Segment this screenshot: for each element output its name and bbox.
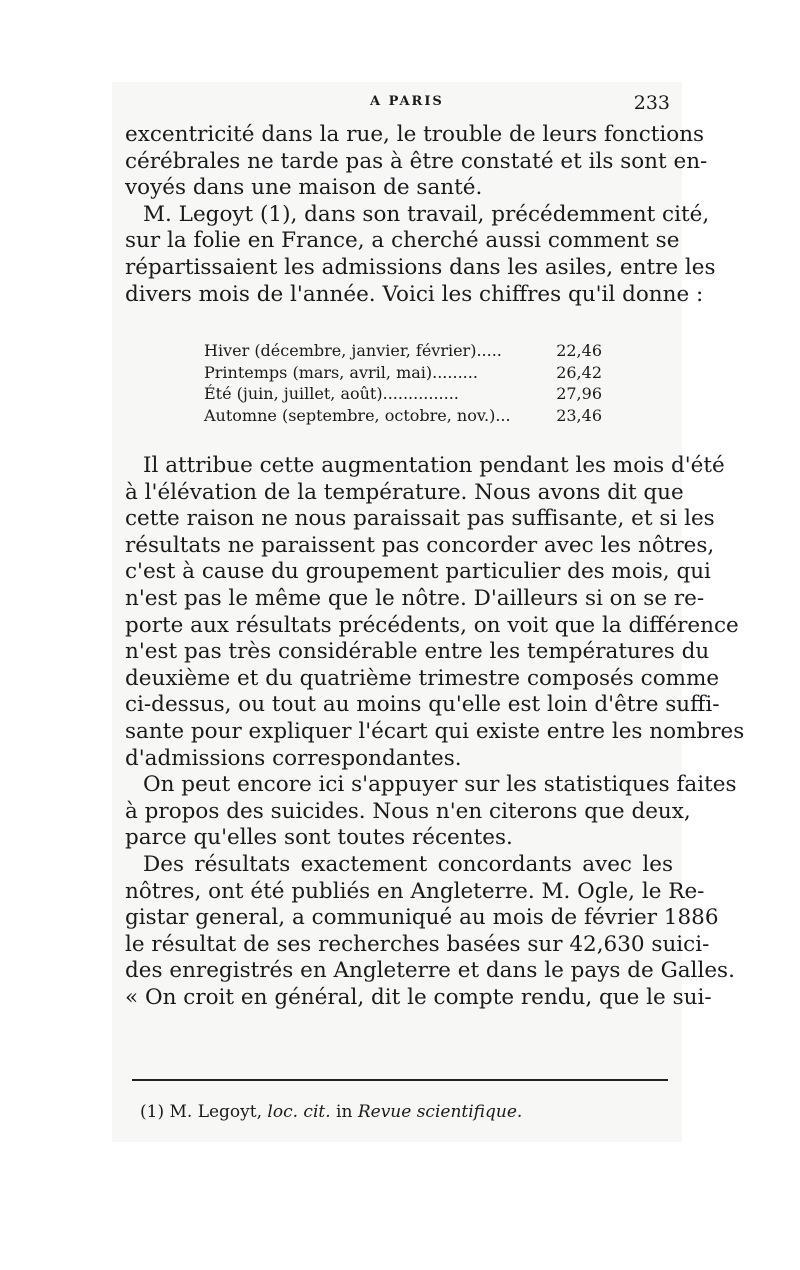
text-line: cette raison ne nous paraissait pas suffisante, et si les	[125, 506, 715, 532]
text-line: deuxième et du quatrième trimestre composés comme	[125, 665, 720, 691]
page-number: 233	[633, 92, 670, 114]
season-label: Été (juin, juillet, août)...............	[204, 384, 459, 403]
paragraph-4	[125, 772, 737, 852]
paragraph-3	[125, 453, 745, 772]
text-line: gistar general, a communiqué au mois de février 1886	[125, 905, 719, 931]
page-header	[140, 92, 670, 118]
admissions-table	[204, 340, 602, 426]
text-line: excentricité dans la rue, le trouble de leurs fonctions	[125, 122, 705, 147]
season-value: 26,42	[556, 362, 602, 382]
text-line: voyés dans une maison de santé.	[125, 175, 483, 201]
text-line: ci-dessus, ou tout au moins qu'elle est loin d'être suffi-	[125, 692, 720, 718]
season-value: 22,46	[556, 341, 602, 360]
text-line: divers mois de l'année. Voici les chiffres qu'il donne :	[125, 281, 704, 307]
season-label: Printemps (mars, avril, mai).........	[204, 362, 478, 382]
table-row	[204, 362, 602, 384]
text-line: c'est à cause du groupement particulier des mois, qui	[125, 559, 711, 585]
text-line: le résultat de ses recherches basées sur 42,630 suici-	[125, 931, 710, 957]
text-line: répartissaient les admissions dans les asiles, entre les	[125, 254, 716, 280]
text-line: résultats ne paraissent pas concorder avec les nôtres,	[125, 532, 715, 558]
season-value: 27,96	[556, 384, 602, 403]
text-line: M. Legoyt (1), dans son travail, précédemment cité,	[143, 201, 710, 227]
season-label: Hiver (décembre, janvier, février).....	[204, 341, 502, 360]
footnote-middle: in	[336, 1102, 353, 1122]
text-line: nôtres, ont été publiés en Angleterre. M. Ogle, le Re-	[125, 878, 705, 904]
season-value: 23,46	[556, 405, 602, 425]
season-label: Automne (septembre, octobre, nov.)...	[204, 405, 511, 425]
running-head: A PARIS	[370, 94, 444, 109]
text-line: à l'élévation de la température. Nous avons dit que	[125, 479, 684, 505]
text-line: des enregistrés en Angleterre et dans le pays de Galles.	[125, 958, 735, 984]
text-line: à propos des suicides. Nous n'en citerons que deux,	[125, 798, 691, 824]
text-line: cérébrales ne tarde pas à être constaté et ils sont en-	[125, 148, 708, 174]
text-block-lower	[125, 453, 745, 1011]
paragraph-1	[125, 122, 708, 202]
text-line: parce qu'elles sont toutes récentes.	[125, 825, 513, 851]
text-line: Des résultats exactement concordants avec les	[143, 851, 673, 877]
table-row	[204, 340, 602, 362]
footnote-source: Revue scientifique.	[357, 1102, 523, 1122]
text-line: « On croit en général, dit le compte rendu, que le sui-	[125, 984, 712, 1010]
text-line: d'admissions correspondantes.	[125, 745, 462, 771]
text-line: sur la folie en France, a cherché aussi comment se	[125, 228, 680, 254]
paragraph-2	[125, 201, 716, 308]
text-line: On peut encore ici s'appuyer sur les statistiques faites	[143, 772, 737, 798]
footnote-ref: loc. cit.	[267, 1102, 331, 1122]
text-line: n'est pas le même que le nôtre. D'ailleurs si on se re-	[125, 585, 705, 611]
text-line: porte aux résultats précédents, on voit que la différence	[125, 612, 739, 638]
footnote	[140, 1102, 522, 1122]
text-line: Il attribue cette augmentation pendant les mois d'été	[143, 453, 725, 478]
footnote-divider	[132, 1079, 668, 1081]
footnote-marker: (1) M. Legoyt,	[140, 1102, 263, 1122]
text-block-upper	[125, 122, 716, 308]
text-line: sante pour expliquer l'écart qui existe entre les nombres	[125, 718, 745, 744]
paragraph-5	[125, 851, 735, 1012]
table-row	[204, 383, 602, 405]
table-row	[204, 405, 602, 427]
text-line: n'est pas très considérable entre les températures du	[125, 639, 710, 665]
